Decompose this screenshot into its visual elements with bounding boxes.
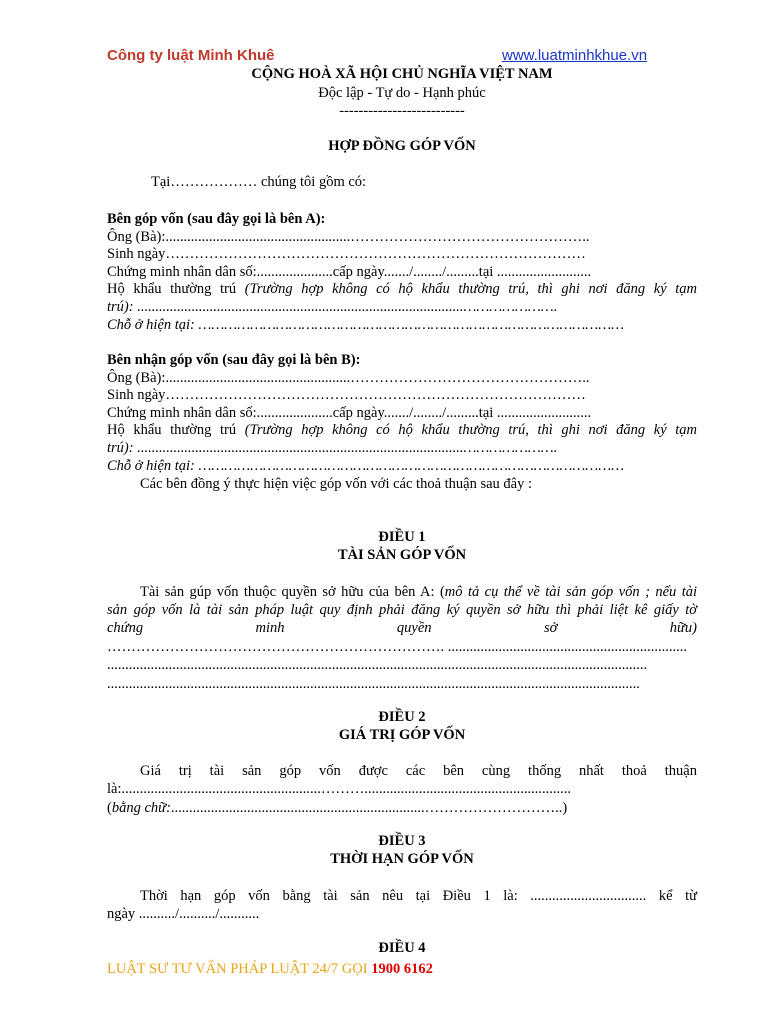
party-a-residence-note: (Trường hợp không có hộ khẩu thường trú, thì ghi nơi đăng ký tạm xyxy=(244,281,697,297)
article-3-title: THỜI HẠN GÓP VỐN xyxy=(330,851,474,867)
party-a-id: Chứng minh nhân dân số:.....................cấp ngày......./......../.........tại .......................... xyxy=(107,264,592,280)
party-a-residence-label: Hộ khẩu thường trú xyxy=(107,281,237,297)
article-1-number: ĐIỀU 1 xyxy=(378,529,426,545)
party-b-residence-label: Hộ khẩu thường trú xyxy=(107,422,237,438)
article-2-line-3 xyxy=(107,800,567,817)
article-1-dots-1: ……………………………………………………………. .................................................................. xyxy=(107,639,687,655)
article-2-words-dots: ......................................................................………………………..) xyxy=(170,800,568,816)
footer-hotline xyxy=(107,961,433,978)
article-2-line-1: Giá trị tài sản góp vốn được các bên cùng thống nhất thoả thuận xyxy=(140,763,697,779)
party-a-birth: Sinh ngày…………………………………………………………………………… xyxy=(107,246,586,262)
article-2-line-2: là:.......................................................………......................................................... xyxy=(107,781,571,797)
party-b-name-line xyxy=(107,370,590,387)
article-1-line-1 xyxy=(107,584,697,601)
party-b-birth: Sinh ngày…………………………………………………………………………… xyxy=(107,387,586,403)
article-2-words-label: bằng chữ: xyxy=(111,800,171,816)
article-1-line-3: chứng minh quyền sở hữu) xyxy=(107,620,697,636)
article-3-line-1: Thời hạn góp vốn bằng tài sản nêu tại Điều 1 là: ................................ kể từ xyxy=(140,888,697,904)
article-1-line-2: sản góp vốn là tài sản pháp luật quy định phải đăng ký quyền sở hữu thì phải liệt kê giấy tờ xyxy=(107,602,697,618)
party-a-name-line xyxy=(107,229,590,246)
party-a-heading: Bên góp vốn (sau đây gọi là bên A): xyxy=(107,211,326,227)
article-1-title: TÀI SẢN GÓP VỐN xyxy=(337,547,467,563)
company-name: Công ty luật Minh Khuê xyxy=(107,47,275,64)
article-2-paren: ( xyxy=(107,800,112,816)
party-b-heading: Bên nhận góp vốn (sau đây gọi là bên B): xyxy=(107,352,361,368)
article-2-title: GIÁ TRỊ GÓP VỐN xyxy=(338,727,466,743)
article-1-lead: Tài sản gúp vốn thuộc quyền sở hữu của bên A: ( xyxy=(140,584,445,600)
footer-phone[interactable]: 1900 6162 xyxy=(371,961,433,977)
party-a-name-label: Ông (Bà): xyxy=(107,229,166,245)
party-a-residence xyxy=(107,281,697,298)
party-b-current: Chỗ ở hiện tại: ……………………………………………………………………………………… xyxy=(107,458,624,474)
motto: Độc lập - Tự do - Hạnh phúc xyxy=(318,85,486,101)
party-b-residence-note: (Trường hợp không có hộ khẩu thường trú, thì ghi nơi đăng ký tạm xyxy=(244,422,697,438)
contract-title: HỢP ĐỒNG GÓP VỐN xyxy=(328,138,476,154)
article-3-number: ĐIỀU 3 xyxy=(378,833,426,849)
party-b-name-dots: ...................................................………………………………………….. xyxy=(165,370,590,386)
party-a-name-dots: ...................................................………………………………………….. xyxy=(165,229,590,245)
website-link[interactable]: www.luatminhkhue.vn xyxy=(502,47,648,64)
party-a-current: Chỗ ở hiện tại: ……………………………………………………………………………………… xyxy=(107,317,624,333)
party-b-id: Chứng minh nhân dân số:.....................cấp ngày......./......../.........tại .......................... xyxy=(107,405,592,421)
article-2-number: ĐIỀU 2 xyxy=(378,709,426,725)
article-1-dots-2: ..................................................................................................................................................... xyxy=(107,657,648,673)
agreement-line: Các bên đồng ý thực hiện việc góp vốn với các thoả thuận sau đây : xyxy=(140,476,533,492)
header-divider: -------------------------- xyxy=(339,103,465,119)
footer-text: LUẬT SƯ TƯ VẤN PHÁP LUẬT 24/7 GỌI xyxy=(107,961,368,977)
article-1-dots-3: ................................................................................................................................................... xyxy=(107,676,640,692)
party-b-name-label: Ông (Bà): xyxy=(107,370,166,386)
party-a-residence-cont: trú): ..........................................................................................…………………. xyxy=(107,299,558,315)
article-4-number: ĐIỀU 4 xyxy=(378,940,426,956)
article-1-note: mô tả cụ thể về tài sản góp vốn ; nếu tài xyxy=(444,584,698,600)
party-b-residence-cont: trú): ..........................................................................................…………………. xyxy=(107,440,558,456)
article-3-line-2: ngày ........../........../........... xyxy=(107,906,260,922)
intro-line: Tại……………… chúng tôi gồm có: xyxy=(151,174,367,190)
country-title: CỘNG HOÀ XÃ HỘI CHỦ NGHĨA VIỆT NAM xyxy=(251,66,553,82)
party-b-residence xyxy=(107,422,697,439)
